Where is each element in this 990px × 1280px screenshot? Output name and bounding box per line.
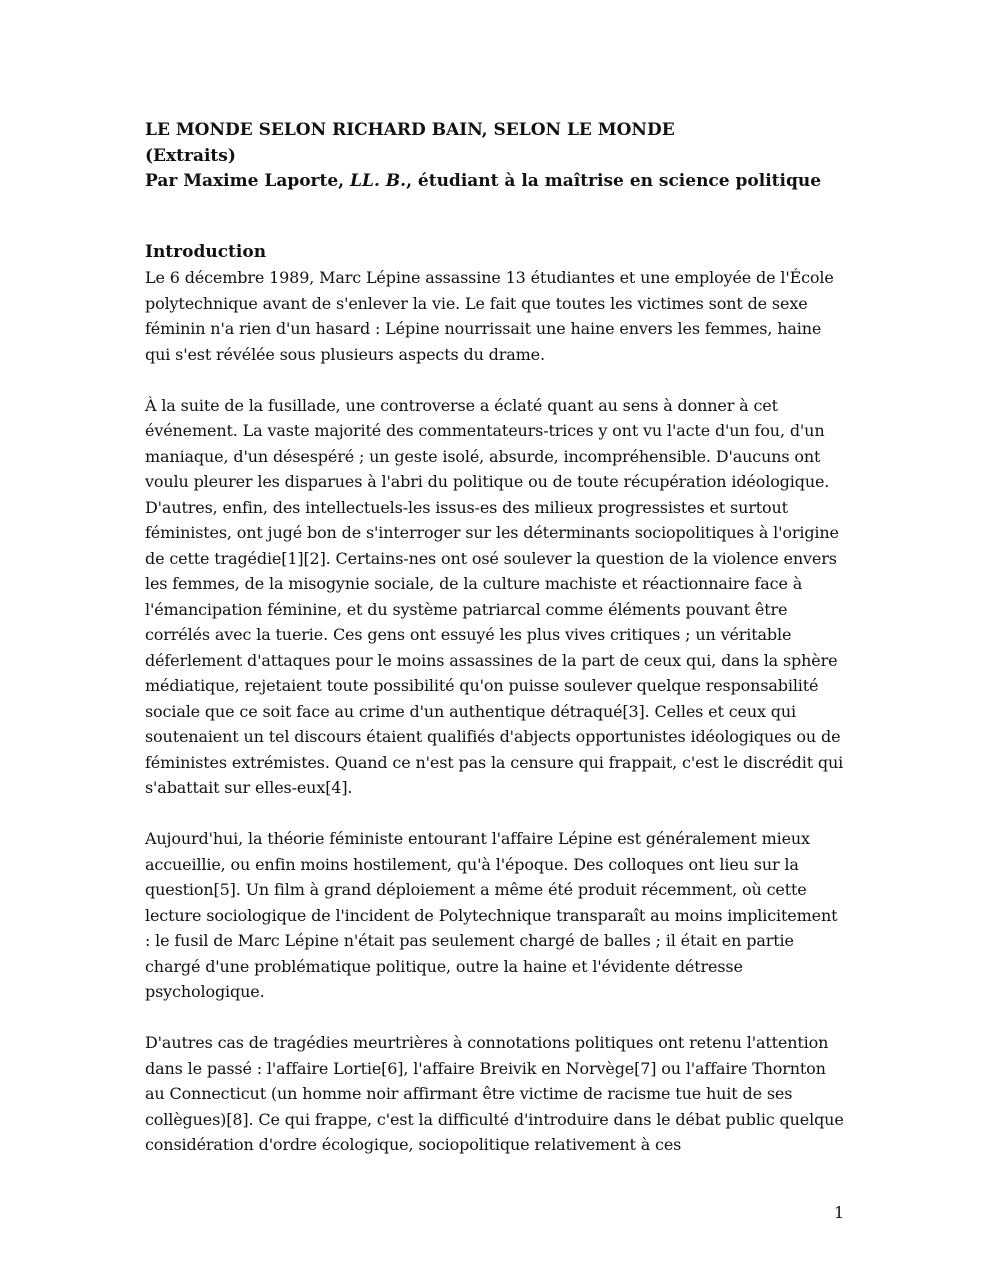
page-number: 1 [834, 1203, 845, 1222]
paragraph: Aujourd'hui, la théorie féministe entourant l'affaire Lépine est généralement mieux accueillie, ou enfin moins hostilement, qu'à l'époque. Des colloques ont lieu sur la question[5]. Un film à grand déploiement a même été produit récemment, où cette lecture sociologique de l'incident de Polytechnique transparaît au moins implicitement : le fusil de Marc Lépine n'était pas seulement chargé de balles ; il était en partie chargé d'une problématique politique, outre la haine et l'évidente détresse psychologique. [145, 829, 838, 1001]
byline-suffix: , étudiant à la maîtrise en science politique [406, 171, 822, 191]
spacer [145, 195, 845, 240]
author-byline [145, 169, 845, 195]
paragraph: Le 6 décembre 1989, Marc Lépine assassine 13 étudiantes et une employée de l'École polytechnique avant de s'enlever la vie. Le fait que toutes les victimes sont de sexe féminin n'a rien d'un hasard : Lépine nourrissait une haine envers les femmes, haine qui s'est révélée sous plusieurs aspects du drame. [145, 268, 834, 364]
byline-prefix: Par Maxime Laporte, [145, 171, 351, 191]
paragraph: À la suite de la fusillade, une controverse a éclaté quant au sens à donner à cet événement. La vaste majorité des commentateurs-trices y ont vu l'acte d'un fou, d'un maniaque, d'un désespéré ; un geste isolé, absurde, incompréhensible. D'aucuns ont voulu pleurer les disparues à l'abri du politique ou de toute récupération idéologique. D'autres, enfin, des intellectuels-les issus-es des milieux progressistes et surtout féministes, ont jugé bon de s'interroger sur les déterminants sociopolitiques à l'origine de cette tragédie[1][2]. Certains-nes ont osé soulever la question de la violence envers les femmes, de la misogynie sociale, de la culture machiste et réactionnaire face à l'émancipation féminine, et du système patriarcal comme éléments pouvant être corrélés avec la tuerie. Ces gens ont essuyé les plus vives critiques ; un véritable déferlement d'attaques pour le moins assassines de la part de ceux qui, dans la sphère médiatique, rejetaient toute possibilité qu'on puisse soulever quelque responsabilité sociale que ce soit face au crime d'un authentique détraqué[3]. Celles et ceux qui soutenaient un tel discours étaient qualifiés d'abjects opportunistes idéologiques ou de féministes extrémistes. Quand ce n'est pas la censure qui frappait, c'est le discrédit qui s'abattait sur elles-eux[4]. [145, 395, 844, 797]
document-page [145, 118, 845, 1183]
paragraph: D'autres cas de tragédies meurtrières à connotations politiques ont retenu l'attention dans le passé : l'affaire Lortie[6], l'affaire Breivik en Norvège[7] ou l'affaire Thornton au Connecticut (un homme noir affirmant être victime de racisme tue huit de ses collègues)[8]. Ce qui frappe, c'est la difficulté d'introduire dans le débat public quelque considération d'ordre écologique, sociopolitique relativement à ces [145, 1033, 844, 1154]
document-subtitle: (Extraits) [145, 145, 236, 166]
section-heading: Introduction [145, 241, 267, 262]
document-title: LE MONDE SELON RICHARD BAIN, SELON LE MONDE [145, 120, 675, 140]
byline-degree: LL. B. [350, 171, 407, 191]
